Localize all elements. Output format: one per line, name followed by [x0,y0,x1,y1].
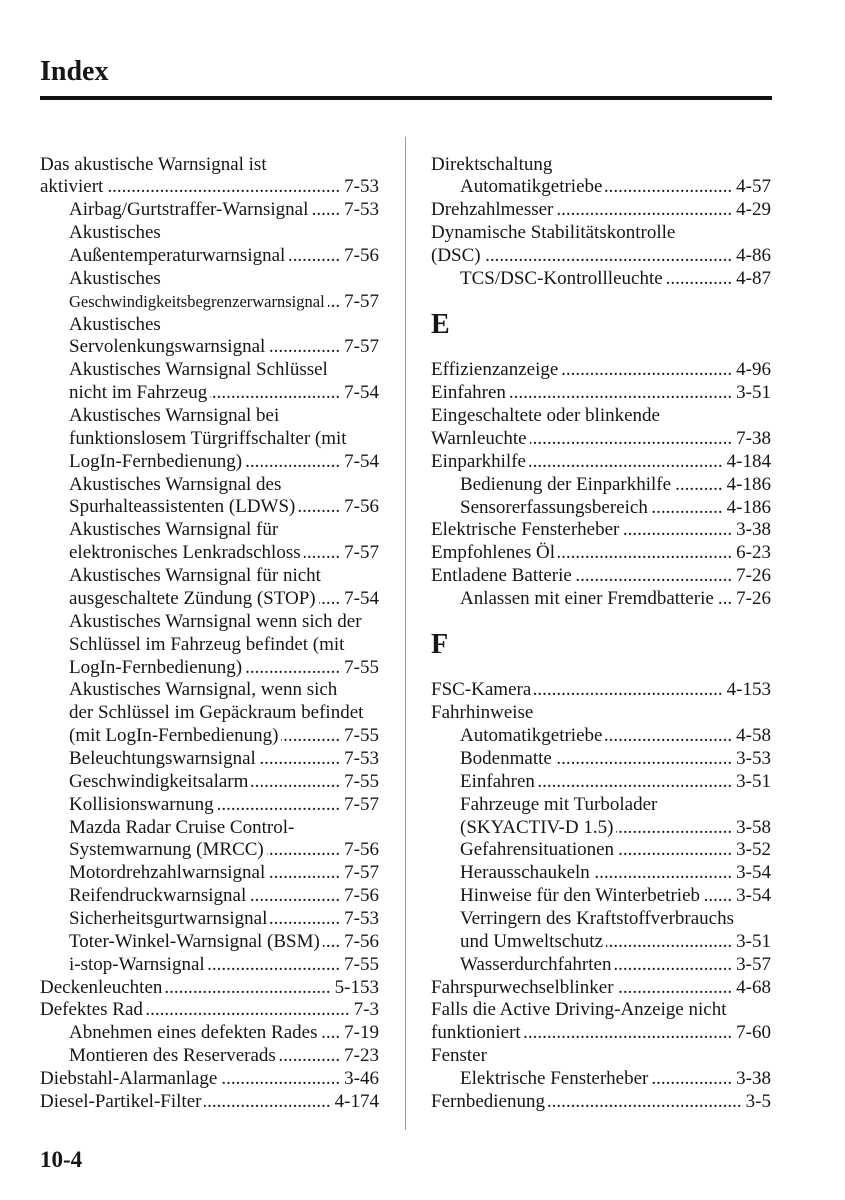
index-subentry-line [69,474,379,497]
page-reference: 7-19 [344,1022,379,1044]
index-subentry-line [460,176,771,199]
dot-leader [279,1045,340,1068]
index-term-text: Einfahren [431,382,506,404]
page-reference: 7-53 [344,907,379,929]
page-title: Index [40,56,109,87]
index-subentry-line [69,496,379,519]
index-subentry-line [460,725,771,748]
dot-leader [614,954,732,977]
index-term-text: LogIn-Fernbedienung) [69,450,243,472]
page-reference: 7-56 [344,839,379,861]
index-subentry-line [69,954,379,977]
index-subentry-line [69,908,379,931]
index-term-text: Defektes Rad [40,999,143,1021]
dot-leader [651,497,723,520]
page-reference: 3-38 [736,1068,771,1090]
dot-leader [321,1022,341,1045]
dot-leader [534,679,722,702]
index-term-text: Wasserdurchfahrten [460,953,612,975]
page-reference: 7-23 [344,1045,379,1067]
index-subentry-line [460,885,771,908]
index-term-text: ausgeschaltete Zündung (STOP) [69,587,316,609]
index-entry-line [40,1091,379,1114]
index-entry-line [40,999,379,1022]
page-reference: 7-54 [344,450,379,472]
index-term-text: Toter-Winkel-Warnsignal (BSM) [69,930,320,952]
index-entry-line [431,999,771,1022]
index-term-text: Geschwindigkeitsalarm [69,770,249,792]
page-reference: 3-54 [736,862,771,884]
page-reference: 3-54 [736,885,771,907]
index-term-text: Spurhalteassistenten (LDWS) [69,496,296,518]
index-term-text: Akustisches Warnsignal des [69,473,282,495]
dot-leader [606,931,732,954]
index-subentry-line [460,771,771,794]
index-term-text: Sensorerfassungsbereich [460,496,648,518]
dot-leader [524,1022,732,1045]
index-subentry-line [69,611,379,634]
page-reference: 4-186 [726,473,771,495]
index-subentry-line [69,314,379,337]
dot-leader [558,542,732,565]
index-subentry-line [69,839,379,862]
index-term-text: Fahrhinweise [431,702,534,724]
page-reference: 4-86 [736,245,771,267]
index-subentry-line [460,817,771,840]
index-subentry-line [69,222,379,245]
dot-leader [593,862,732,885]
dot-leader [165,977,330,1000]
page-reference: 3-51 [736,930,771,952]
index-term-text: funktioniert [431,1022,521,1044]
index-term-text: Herausschaukeln [460,862,590,884]
dot-leader [674,474,723,497]
index-term-text: Direktschaltung [431,153,553,175]
dot-leader [605,725,732,748]
index-subentry-line [69,199,379,222]
index-subentry-line [69,588,379,611]
index-term-text: Akustisches Warnsignal für nicht [69,565,321,587]
index-subentry-line [69,725,379,748]
index-entry-line [40,1068,379,1091]
index-term-text: Dynamische Stabilitätskontrolle [431,222,676,244]
index-term-text: Diebstahl-Alarmanlage [40,1067,218,1089]
index-term-text: Beleuchtungswarnsignal [69,747,256,769]
page-reference: 3-53 [736,748,771,769]
index-subentry-line [460,908,771,931]
page-reference: 7-57 [344,336,379,358]
page-reference: 7-56 [344,930,379,952]
index-entry-line [431,359,771,382]
page-reference: 3-51 [736,770,771,792]
index-entry-line [431,977,771,1000]
index-term-text: Akustisches Warnsignal für [69,519,279,541]
dot-leader [651,1068,732,1091]
page-reference: 3-58 [736,816,771,838]
dot-leader [575,565,732,588]
index-subentry-line [460,839,771,862]
dot-leader [617,977,733,1000]
page-reference: 7-55 [344,656,379,678]
index-term-text: aktiviert [40,176,104,198]
letter-heading: F [431,628,449,660]
index-subentry-line [460,588,771,611]
index-subentry-line [69,634,379,657]
page-reference: 4-57 [736,176,771,198]
page-reference: 3-38 [736,519,771,541]
index-subentry-line [460,474,771,497]
index-term-text: (DSC) [431,245,481,267]
index-term-text: (mit LogIn-Fernbedienung) [69,725,279,747]
index-term-text: Automatikgetriebe [460,176,603,198]
dot-leader [208,954,341,977]
index-subentry-line [69,565,379,588]
index-subentry-line [69,382,379,405]
index-entry-line [431,1022,771,1045]
index-term-text: Effizienzanzeige [431,359,559,381]
index-entry-line [431,451,771,474]
index-subentry-line [69,519,379,542]
dot-leader [268,336,340,359]
dot-leader [605,176,732,199]
index-term-text: Gefahrensituationen [460,839,615,861]
dot-leader [319,588,341,611]
dot-leader [267,839,340,862]
dot-leader [328,291,341,314]
dot-leader [245,451,340,474]
page-reference: 4-96 [736,359,771,381]
index-entry-line [431,222,771,245]
index-subentry-line [69,451,379,474]
page-reference: 3-46 [344,1067,379,1089]
index-subentry-line [69,336,379,359]
index-entry-line [40,977,379,1000]
index-term-text: Drehzahlmesser [431,199,554,221]
dot-leader [616,817,732,840]
index-entry-line [431,405,771,428]
page-number: 10-4 [40,1147,83,1172]
page-reference: 5-153 [334,976,379,998]
index-subentry-line [69,657,379,680]
index-term-text: Reifendruckwarnsignal [69,885,247,907]
index-term-text: Deckenleuchten [40,976,163,998]
page-reference: 3-52 [736,839,771,861]
index-term-text: Einparkhilfe [431,450,526,472]
index-term-text: nicht im Fahrzeug [69,382,208,404]
index-term-text: Außentemperaturwarnsignal [69,245,286,267]
index-entry-line [431,679,771,702]
dot-leader [323,931,340,954]
page-reference: 7-60 [736,1022,771,1044]
index-entry-line [431,245,771,268]
page-reference: 7-53 [344,747,379,769]
page-reference: 7-3 [353,999,379,1021]
dot-leader [548,1091,742,1114]
dot-leader [484,245,733,268]
dot-leader [703,885,732,908]
page-reference: 7-56 [344,885,379,907]
page-reference: 7-55 [344,725,379,747]
index-term-text: Bedienung der Einparkhilfe [460,473,672,495]
index-term-text: Fahrspurwechselblinker [431,976,614,998]
page-reference: 7-57 [344,862,379,884]
page-reference: 4-58 [736,725,771,747]
page-reference: 4-153 [726,679,771,701]
index-term-text: Akustisches Warnsignal Schlüssel [69,359,328,381]
index-term-text: Diesel-Partikel-Filter [40,1090,202,1112]
dot-leader [210,382,340,405]
dot-leader [304,542,341,565]
page-reference: 4-87 [736,267,771,289]
index-subentry-line [69,885,379,908]
index-subentry-line [460,794,771,817]
index-term-text: Entladene Batterie [431,565,572,587]
index-subentry-line [69,862,379,885]
dot-leader [245,657,340,680]
index-subentry-line [69,1045,379,1068]
page-reference: 6-23 [736,542,771,564]
page-reference: 3-51 [736,382,771,404]
index-term-text: Akustisches [69,313,161,335]
index-term-text: funktionslosem Türgriffschalter (mit [69,427,347,449]
index-subentry-line [460,268,771,291]
dot-leader [281,725,340,748]
page-reference: 7-57 [344,793,379,815]
dot-leader [622,519,732,542]
index-term-text: Empfohlenes Öl [431,542,556,564]
index-subentry-line [69,245,379,268]
dot-leader [249,885,340,908]
index-column-right [431,154,771,1114]
index-term-text: Fahrzeuge mit Turbolader [460,793,658,815]
index-term-text: und Umweltschutz [460,930,604,952]
page-reference: 7-54 [344,382,379,404]
index-term-text: Akustisches Warnsignal wenn sich der [69,610,362,632]
index-subentry-line [460,748,771,771]
dot-leader [251,771,340,794]
index-term-text: Akustisches Warnsignal bei [69,405,280,427]
index-term-text: Fernbedienung [431,1090,545,1112]
page-reference: 4-174 [334,1090,379,1112]
page-reference: 7-38 [736,427,771,449]
index-term-text: Airbag/Gurtstraffer-Warnsignal [69,199,309,221]
index-subentry-line [69,405,379,428]
page-reference: 3-57 [736,953,771,975]
index-subentry-line [69,771,379,794]
index-term-text: Warnleuchte [431,427,527,449]
index-term-text: (SKYACTIV-D 1.5) [460,816,614,838]
index-term-text: Geschwindigkeitsbegrenzerwarnsignal [69,291,325,311]
index-term-text: Sicherheitsgurtwarnsignal [69,907,268,929]
index-subentry-line [69,1022,379,1045]
index-subentry-line [69,268,379,291]
page-reference: 7-26 [736,565,771,587]
dot-leader [717,588,732,611]
index-entry-line [40,154,379,177]
index-term-text: Verringern des Kraftstoffverbrauchs [460,908,734,930]
letter-heading: E [431,308,450,340]
index-entry-line [431,542,771,565]
index-subentry-line [69,428,379,451]
page-reference: 4-186 [726,496,771,518]
index-subentry-line [69,794,379,817]
index-subentry-line [460,862,771,885]
index-subentry-line [69,748,379,771]
index-entry-line [431,519,771,542]
index-entry-line [431,199,771,222]
page-reference: 7-55 [344,953,379,975]
index-term-text: Abnehmen eines defekten Rades [69,1022,318,1044]
index-term-text: TCS/DSC-Kontrollleuchte [460,267,663,289]
index-term-text: Eingeschaltete oder blinkende [431,405,660,427]
page-reference: 4-29 [736,199,771,221]
title-rule [40,96,772,100]
index-term-text: Akustisches [69,267,161,289]
dot-leader [509,382,732,405]
dot-leader [259,748,340,771]
page-reference: 7-53 [344,199,379,221]
index-subentry-line [69,679,379,702]
page-reference: 7-56 [344,496,379,518]
index-term-text: Fenster [431,1045,487,1067]
dot-leader [146,999,350,1022]
index-term-text: Schlüssel im Fahrzeug befindet (mit [69,633,345,655]
dot-leader [268,862,340,885]
index-entry-line [431,702,771,725]
index-entry-line [431,1091,771,1114]
index-term-text: Elektrische Fensterheber [460,1068,649,1090]
dot-leader [555,748,732,771]
index-term-text: Akustisches [69,222,161,244]
dot-leader [530,428,733,451]
index-term-text: FSC-Kamera [431,679,532,701]
dot-leader [204,1091,330,1114]
index-term-text: elektronisches Lenkradschloss [69,542,301,564]
dot-leader [617,839,732,862]
index-term-text: Automatikgetriebe [460,725,603,747]
page-reference: 4-68 [736,976,771,998]
page-reference: 7-56 [344,245,379,267]
column-divider [405,137,406,1130]
page-reference: 3-5 [745,1090,771,1112]
index-entry-line [431,565,771,588]
dot-leader [288,245,340,268]
dot-leader [529,451,723,474]
index-subentry-line [69,359,379,382]
index-subentry-line [69,702,379,725]
dot-leader [217,794,341,817]
index-entry-line [431,154,771,177]
index-term-text: Servolenkungswarnsignal [69,336,266,358]
index-entry-line [431,382,771,405]
dot-leader [270,908,340,931]
index-term-text: Einfahren [460,770,535,792]
index-term-text: Falls die Active Driving-Anzeige nicht [431,999,727,1021]
dot-leader [538,771,732,794]
index-term-text: Anlassen mit einer Fremdbatterie [460,587,714,609]
index-term-text: Motordrehzahlwarnsignal [69,862,266,884]
index-term-text: Kollisionswarnung [69,793,214,815]
index-subentry-line [460,497,771,520]
index-entry-line [40,176,379,199]
index-subentry-line [460,954,771,977]
page-reference: 7-54 [344,587,379,609]
index-term-text: der Schlüssel im Gepäckraum befindet [69,702,364,724]
index-subentry-line [69,931,379,954]
index-entry-line [431,1045,771,1068]
index-term-text: Akustisches Warnsignal, wenn sich [69,679,338,701]
dot-leader [666,268,733,291]
index-subentry-line [69,817,379,840]
index-entry-line [431,428,771,451]
index-subentry-line [69,291,379,314]
dot-leader [298,496,340,519]
page-reference: 7-57 [344,290,379,312]
index-term-text: Mazda Radar Cruise Control- [69,816,295,838]
page-reference: 7-26 [736,587,771,609]
page-reference: 4-184 [726,450,771,472]
page-reference: 7-53 [344,176,379,198]
index-term-text: Elektrische Fensterheber [431,519,620,541]
dot-leader [561,359,732,382]
index-term-text: Systemwarnung (MRCC) [69,839,264,861]
dot-leader [106,176,340,199]
index-term-text: LogIn-Fernbedienung) [69,656,243,678]
dot-leader [220,1068,340,1091]
index-term-text: Montieren des Reserverads [69,1045,276,1067]
page-reference: 7-55 [344,770,379,792]
index-subentry-line [69,542,379,565]
index-term-text: i-stop-Warnsignal [69,953,205,975]
index-term-text: Hinweise für den Winterbetrieb [460,885,700,907]
index-subentry-line [460,931,771,954]
index-term-text: Bodenmatte [460,748,552,769]
page-reference: 7-57 [344,542,379,564]
index-term-text: Das akustische Warnsignal ist [40,153,267,175]
dot-leader [311,199,340,222]
index-column-left [40,154,379,1114]
index-subentry-line [460,1068,771,1091]
dot-leader [556,199,732,222]
